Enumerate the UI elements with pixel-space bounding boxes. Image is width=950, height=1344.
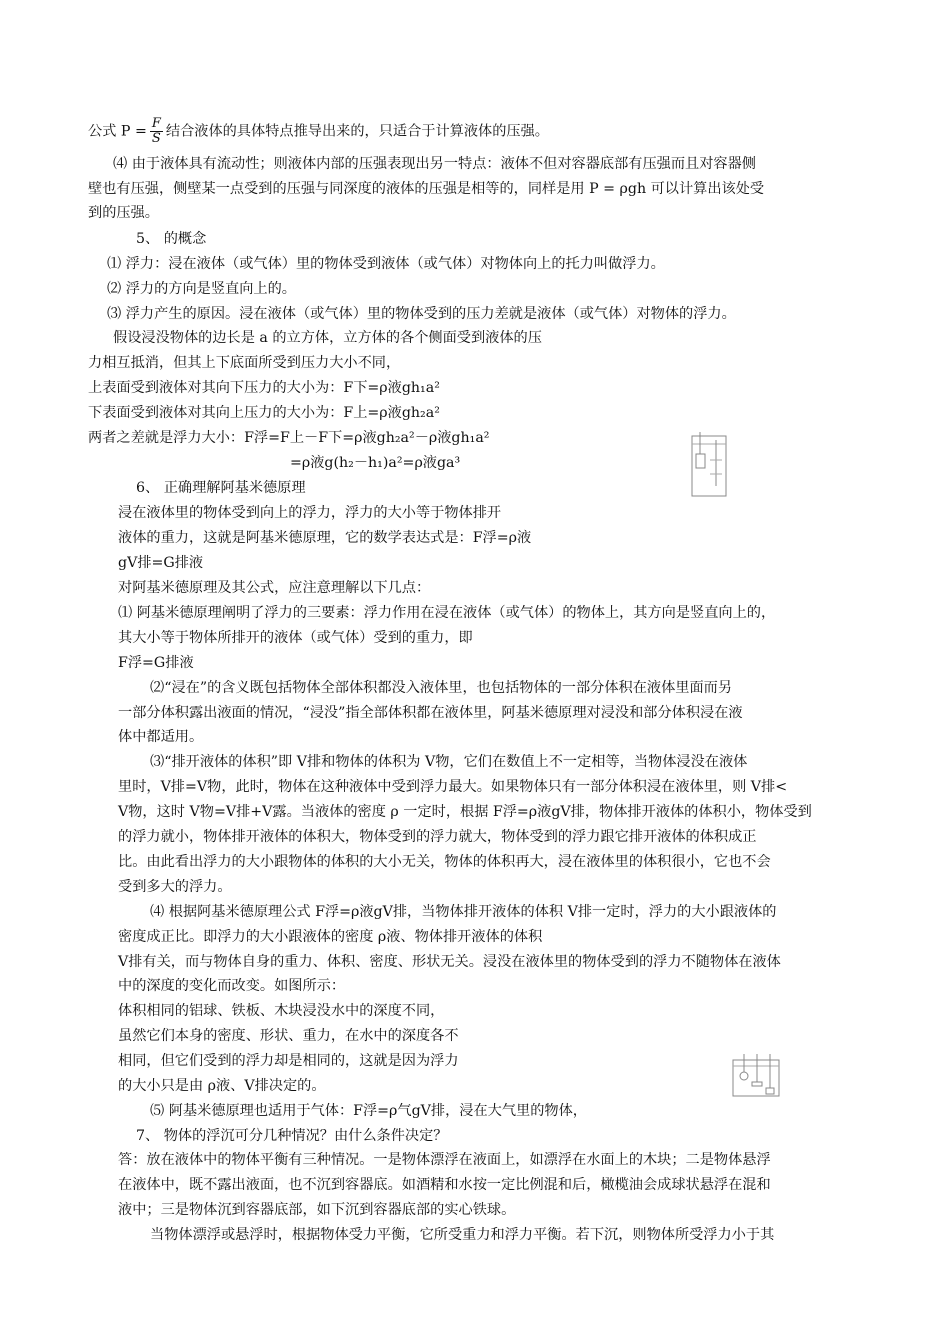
section-heading: 7、 物体的浮沉可分几种情况？由什么条件决定？ [136,1128,448,1144]
text-line: 壁也有压强，侧壁某一点受到的压强与同深度的液体的压强是相等的，同样是用 P = ρgh 可以计算出该处受 [88,181,765,197]
text-line: 虽然它们本身的密度、形状、重力，在水中的深度各不 [118,1028,459,1044]
text-line: 其大小等于物体所排开的液体（或气体）受到的重力，即 [118,630,473,646]
text-line: ⑸ 阿基米德原理也适用于气体：F浮=ρ气gV排，浸在大气里的物体， [150,1103,587,1119]
formula-line: 上表面受到液体对其向下压力的大小为：F下=ρ液gh₁a² [88,380,440,396]
text-line: 中的深度的变化而改变。如图所示： [118,978,346,994]
text-line: 当物体漂浮或悬浮时，根据物体受力平衡，它所受重力和浮力平衡。若下沉，则物体所受浮力小于其 [150,1227,775,1243]
three-objects-figure [730,1052,782,1098]
fraction-f-over-s [150,117,163,146]
text-line: V物，这时 V物=V排+V露。当液体的密度 ρ 一定时，根据 F浮=ρ液gV排，物体排开液体的体积小，物体受到 [118,804,812,820]
fraction-numerator: F [151,116,161,131]
text-line: 到的压强。 [88,205,159,221]
container-figure [690,430,730,498]
formula-line: =ρ液g(h₂－h₁)a²=ρ液ga³ [290,455,461,471]
text-line: 假设浸没物体的边长是 a 的立方体，立方体的各个侧面受到液体的压 [113,330,542,346]
text-line: 力相互抵消，但其上下底面所受到压力大小不同， [88,355,401,371]
text-line: ⑵“浸在”的含义既包括物体全部体积都没入液体里，也包括物体的一部分体积在液体里面而另 [150,680,733,696]
formula-line: 两者之差就是浮力大小：F浮=F上－F下=ρ液gh₂a²－ρ液gh₁a² [88,430,490,446]
container-outline [692,436,726,496]
submerged-block [696,454,705,468]
formula-pressure-line [88,117,549,146]
text-line: 答：放在液体中的物体平衡有三种情况。一是物体漂浮在液面上，如漂浮在水面上的木块；二是物体悬浮 [118,1152,771,1168]
text-line: ⑴ 阿基米德原理阐明了浮力的三要素：浮力作用在浸在液体（或气体）的物体上，其方向是竖直向上的， [118,605,776,621]
aluminum-ball [740,1072,748,1080]
text-line: 对阿基米德原理及其公式，应注意理解以下几点： [118,580,431,596]
formula-line: F浮=G排液 [118,655,194,671]
text-line: 比。由此看出浮力的大小跟物体的体积的大小无关，物体的体积再大，浸在液体里的体积很小，它也不会 [118,854,771,870]
text-line: 体积相同的铝球、铁板、木块浸没水中的深度不同， [118,1003,445,1019]
text-line: ⑷ 根据阿基米德原理公式 F浮=ρ液gV排，当物体排开液体的体积 V排一定时，浮力的大小跟液体的 [150,904,777,920]
text-line: 密度成正比。即浮力的大小跟液体的密度 ρ液、物体排开液体的体积 [118,929,543,945]
text-line: ⑵ 浮力的方向是竖直向上的。 [107,281,296,297]
text-line: 液中；三是物体沉到容器底部，如下沉到容器底部的实心铁球。 [118,1202,516,1218]
text-line: ⑶ 浮力产生的原因。浸在液体（或气体）里的物体受到的压力差就是液体（或气体）对物体的浮力。 [107,306,736,322]
text-line: 的大小只是由 ρ液、V排决定的。 [118,1078,326,1094]
iron-plate [752,1082,762,1086]
section-heading: 6、 正确理解阿基米德原理 [136,480,306,496]
text-line: 里时，V排=V物，此时，物体在这种液体中受到浮力最大。如果物体只有一部分体积浸在液体里，则 V排< [118,779,788,795]
formula-suffix: 结合液体的具体特点推导出来的，只适合于计算液体的压强。 [165,123,549,140]
text-line: ⑷ 由于液体具有流动性；则液体内部的压强表现出另一特点：液体不但对容器底部有压强而且对容器侧 [113,156,756,172]
water-tank [733,1060,779,1096]
section-heading: 5、 的概念 [136,231,207,247]
formula-line: gV排=G排液 [118,555,204,571]
fraction-denominator: S [151,131,161,146]
text-line: 相同，但它们受到的浮力却是相同的，这就是因为浮力 [118,1053,459,1069]
text-line: 的浮力就小，物体排开液体的体积大，物体受到的浮力就大，物体受到的浮力跟它排开液体的体积成正 [118,829,757,845]
text-line: ⑶“排开液体的体积”即 V排和物体的体积为 V物，它们在数值上不一定相等，当物体浸没在液体 [150,754,748,770]
text-line: 在液体中，既不露出液面，也不沉到容器底。如酒精和水按一定比例混和后，橄榄油会成球状悬浮在混和 [118,1177,771,1193]
text-line: 受到多大的浮力。 [118,879,232,895]
text-line: 浸在液体里的物体受到向上的浮力，浮力的大小等于物体排开 [118,505,502,521]
text-line: 体中都适用。 [118,729,204,745]
text-line: 一部分体积露出液面的情况，“浸没”指全部体积都在液体里，阿基米德原理对浸没和部分体积浸在液 [118,705,743,721]
text-line: V排有关，而与物体自身的重力、体积、密度、形状无关。浸没在液体里的物体受到的浮力不随物体在液体 [118,954,781,970]
formula-line: 下表面受到液体对其向上压力的大小为：F上=ρ液gh₂a² [88,405,440,421]
text-line: ⑴ 浮力：浸在液体（或气体）里的物体受到液体（或气体）对物体向上的托力叫做浮力。 [107,256,665,272]
formula-prefix: 公式 P = [88,123,147,140]
text-line: 液体的重力，这就是阿基米德原理，它的数学表达式是：F浮=ρ液 [118,530,532,546]
wood-block [766,1088,774,1094]
